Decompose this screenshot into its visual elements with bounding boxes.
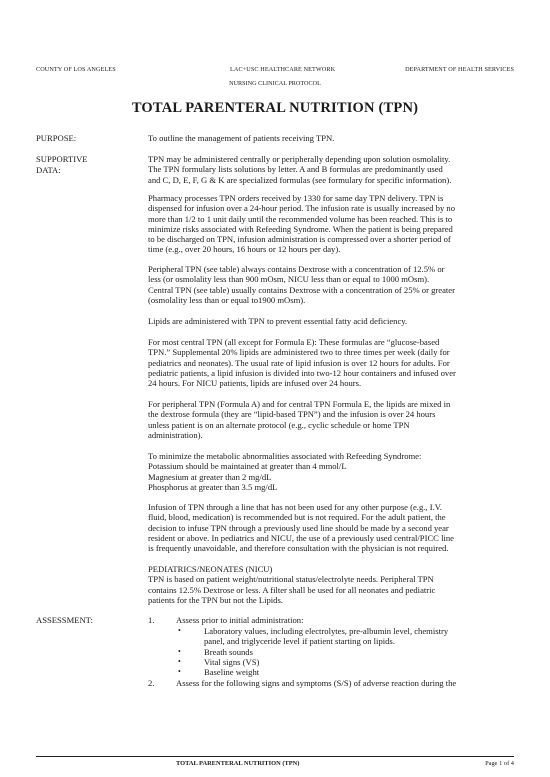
header-department: DEPARTMENT OF HEALTH SERVICES [405,66,514,73]
text-line: minimize risks associated with Refeeding Syndrome. When the patient is being prepared [148,223,453,234]
header-county: COUNTY OF LOS ANGELES [36,66,116,73]
text-line: more than 1/2 to 1 unit daily until the recommended volume has been reached. This is to [148,213,453,224]
text-line: is frequently unavoidable, and therefore consultation with the physician is not required. [148,543,449,554]
text-line: TPN.” Supplemental 20% lipids are administered two to three times per week (daily for [148,347,450,358]
text-line: time (e.g., over 20 hours, 16 hours or 12 hours per day). [148,244,341,255]
supportive-paragraph-pharmacy [148,193,526,255]
text-line: Lipids are administered with TPN to prevent essential fatty acid deficiency. [148,316,408,326]
bullet-icon: • [178,657,181,666]
document-title: TOTAL PARENTERAL NUTRITION (TPN) [131,100,419,116]
bullet-icon: • [178,626,181,635]
list-number: 1. [148,615,155,625]
text-line: administration). [148,429,203,440]
supportive-paragraph-pediatrics [148,564,526,605]
text-line: the dextrose formula (they are “lipid-based TPN”) and the infusion is over 24 hours [148,409,436,420]
text-line: The TPN formulary lists solutions by letter. A and B formulas are predominantly used [148,164,443,175]
text-line: Phosphorus at greater than 3.5 mg/dL [148,481,278,492]
assessment-item-2: Assess for the following signs and symptoms (S/S) of adverse reaction during the [176,678,457,688]
text-line: pediatric patients, a lipid infusion is divided into two-12 hour containers and infused over [148,367,456,378]
supportive-paragraph-dextrose [148,264,526,305]
text-line: dispensed for infusion over a 24-hour period. The infusion rate is usually increased by no [148,203,455,214]
supportive-paragraph-osmolality [148,154,526,185]
assessment-bullet-weight: Baseline weight [204,667,260,677]
assessment-bullet-labs-line1: Laboratory values, including electrolytes, pre-albumin level, chemistry [204,626,449,636]
text-line: Potassium should be maintained at greater than 4 mmol/L [148,461,347,472]
assessment-bullet-breath-sounds: Breath sounds [204,647,253,657]
text-line: pediatrics and neonates). The usual rate of lipid infusion is over 12 hours for adults. For [148,357,450,368]
footer-divider [36,756,514,757]
assessment-item-1: Assess prior to initial administration: [176,615,304,625]
text-line: PEDIATRICS/NEONATES (NICU) [148,564,273,574]
supportive-label-line1: SUPPORTIVE [36,154,88,164]
purpose-label: PURPOSE: [36,133,77,143]
supportive-paragraph-central-tpn [148,337,526,388]
list-number: 2. [148,678,155,688]
text-line: resident or above. In pediatrics and NICU, the use of a previously used central/PICC line [148,532,454,543]
assessment-bullet-vital-signs: Vital signs (VS) [204,657,260,667]
text-line: To minimize the metabolic abnormalities associated with Refeeding Syndrome: [148,451,422,461]
header-subtitle: NURSING CLINICAL PROTOCOL [229,80,321,87]
text-line: For most central TPN (all except for Formula E): These formulas are “glucose-based [148,337,440,347]
text-line: TPN is based on patient weight/nutritional status/electrolyte needs. Peripheral TPN [148,574,434,585]
text-line: to be discharged on TPN, infusion administration is compressed over a shorter period of [148,234,451,245]
text-line: contains 12.5% Dextrose or less. A filter shall be used for all neonates and pediatric [148,584,436,595]
page-number: Page 1 of 4 [485,760,514,767]
supportive-paragraph-infusion-line [148,502,526,553]
footer-title: TOTAL PARENTERAL NUTRITION (TPN) [176,760,300,767]
text-line: unless patient is on an alternate protocol (e.g., cyclic schedule or home TPN [148,419,410,430]
bullet-icon: • [178,667,181,676]
text-line: For peripheral TPN (Formula A) and for central TPN Formula E, the lipids are mixed in [148,399,451,409]
supportive-paragraph-refeeding [148,451,526,492]
text-line: patients for the TPN but not the Lipids. [148,594,283,605]
text-line: less (or osmolality less than 900 mOsm, NICU less than or equal to 1000 mOsm). [148,274,430,285]
text-line: decision to infuse TPN through a previously used line should be made by a second year [148,522,449,533]
text-line: fluid, blood, medication) is recommended but is not required. For the adult patient, the [148,512,446,523]
assessment-label: ASSESSMENT: [36,615,93,625]
text-line: Pharmacy processes TPN orders received by 1330 for same day TPN delivery. TPN is [148,193,444,203]
text-line: Magnesium at greater than 2 mg/dL [148,471,272,482]
assessment-bullet-labs-line2: panel, and triglyceride level if patient starting on lipids. [204,636,395,646]
supportive-paragraph-lipids [148,316,526,326]
text-line: TPN may be administered centrally or peripherally depending upon solution osmolality. [148,154,451,164]
header-network: LAC+USC HEALTHCARE NETWORK [230,66,336,73]
text-line: (osmolality less than or equal to1900 mOsm). [148,294,306,305]
supportive-paragraph-peripheral-tpn [148,399,526,440]
purpose-text-line: To outline the management of patients receiving TPN. [148,133,335,143]
purpose-text [148,133,526,143]
text-line: Central TPN (see table) usually contains Dextrose with a concentration of 25% or greater [148,284,455,295]
text-line: and C, D, E, F, G & K are specialized formulas (see formulary for specific information). [148,174,452,185]
text-line: Peripheral TPN (see table) always contains Dextrose with a concentration of 12.5% or [148,264,445,274]
text-line: Infusion of TPN through a line that has not been used for any other purpose (e.g., I.V. [148,502,442,512]
bullet-icon: • [178,647,181,656]
text-line: 24 hours. For NICU patients, lipids are infused over 24 hours. [148,378,362,389]
supportive-label-line2: DATA: [36,165,61,175]
